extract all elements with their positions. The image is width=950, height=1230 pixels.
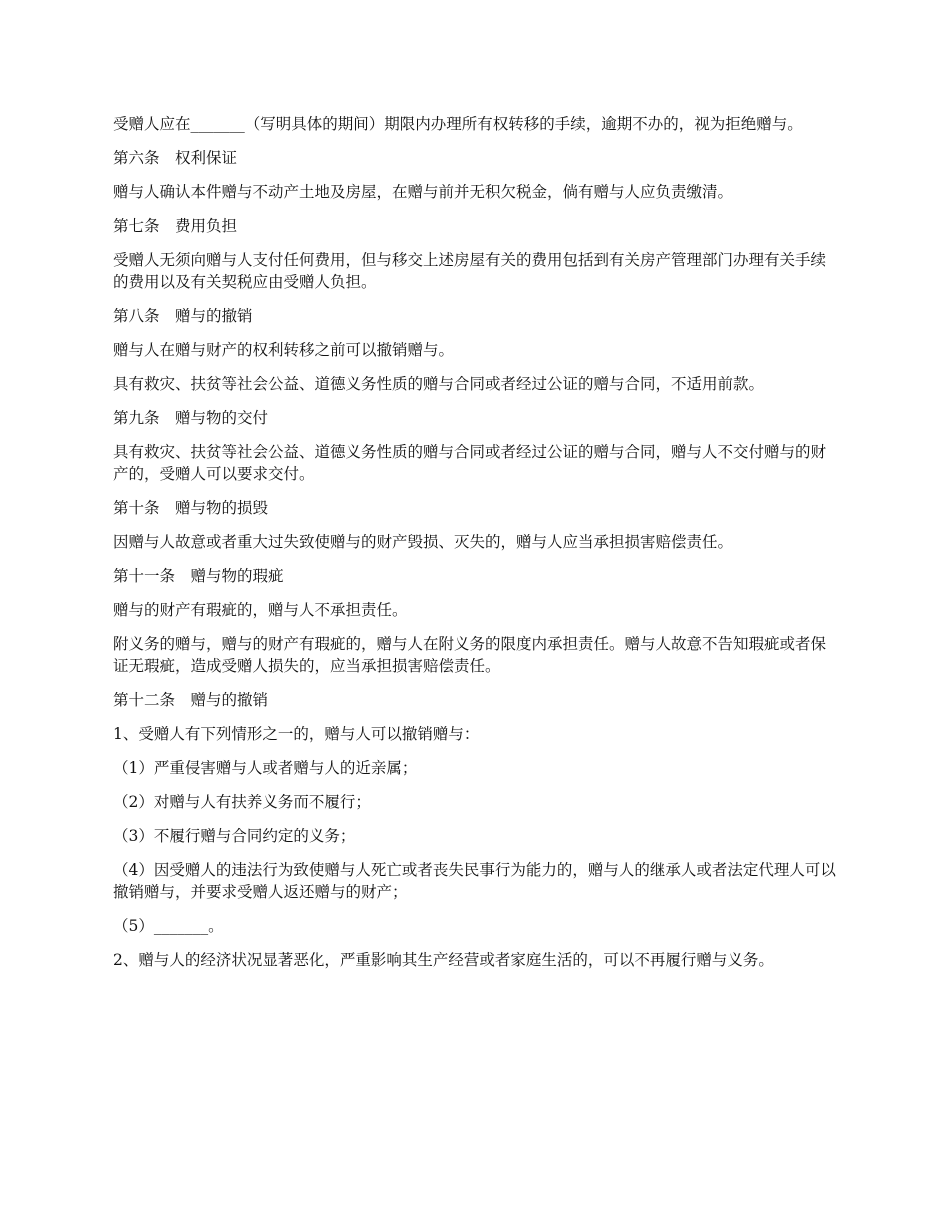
heading-article-10: 第十条 赠与物的损毁	[113, 499, 269, 517]
heading-article-11: 第十一条 赠与物的瑕疵	[113, 567, 284, 585]
list-item-5: （5）_______。	[113, 917, 224, 935]
paragraph-rights-guarantee: 赠与人确认本件赠与不动产土地及房屋，在赠与前并无积欠税金，倘有赠与人应负责缴清。	[113, 183, 734, 201]
heading-article-7: 第七条 费用负担	[113, 217, 238, 235]
list-item-3: （3）不履行赠与合同约定的义务；	[113, 827, 356, 845]
heading-article-8: 第八条 赠与的撤销	[113, 307, 253, 325]
paragraph-revocation-conditions: 1、受赠人有下列情形之一的，赠与人可以撤销赠与：	[113, 725, 480, 743]
paragraph-revocation-exception: 具有救灾、扶贫等社会公益、道德义务性质的赠与合同或者经过公证的赠与合同，不适用前款。	[113, 375, 765, 393]
paragraph-defect-no-liability: 赠与的财产有瑕疵的，赠与人不承担责任。	[113, 601, 408, 619]
paragraph-transfer-deadline: 受赠人应在_______（写明具体的期间）期限内办理所有权转移的手续，逾期不办的，视为拒绝赠与。	[113, 115, 803, 133]
paragraph-revocation-before-transfer: 赠与人在赠与财产的权利转移之前可以撤销赠与。	[113, 341, 455, 359]
paragraph-cost-burden: 受赠人无须向赠与人支付任何费用，但与移交上述房屋有关的费用包括到有关房产管理部门办理有关手续的费用以及有关契税应由受赠人负担。	[113, 251, 827, 291]
heading-article-9: 第九条 赠与物的交付	[113, 409, 269, 427]
list-item-2: （2）对赠与人有扶养义务而不履行；	[113, 793, 371, 811]
heading-article-6: 第六条 权利保证	[113, 149, 238, 167]
document-body	[113, 113, 840, 983]
paragraph-economic-hardship: 2、赠与人的经济状况显著恶化，严重影响其生产经营或者家庭生活的，可以不再履行赠与义务。	[113, 951, 774, 969]
list-item-4: （4）因受赠人的违法行为致使赠与人死亡或者丧失民事行为能力的，赠与人的继承人或者法定代理人可以撤销赠与，并要求受赠人返还赠与的财产；	[113, 861, 836, 901]
paragraph-damage: 因赠与人故意或者重大过失致使赠与的财产毁损、灭失的，赠与人应当承担损害赔偿责任。	[113, 533, 734, 551]
paragraph-defect-conditional: 附义务的赠与，赠与的财产有瑕疵的，赠与人在附义务的限度内承担责任。赠与人故意不告知瑕疵或者保证无瑕疵，造成受赠人损失的，应当承担损害赔偿责任。	[113, 635, 827, 675]
list-item-1: （1）严重侵害赠与人或者赠与人的近亲属；	[113, 759, 418, 777]
paragraph-delivery: 具有救灾、扶贫等社会公益、道德义务性质的赠与合同或者经过公证的赠与合同，赠与人不交付赠与的财产的，受赠人可以要求交付。	[113, 443, 827, 483]
heading-article-12: 第十二条 赠与的撤销	[113, 691, 269, 709]
